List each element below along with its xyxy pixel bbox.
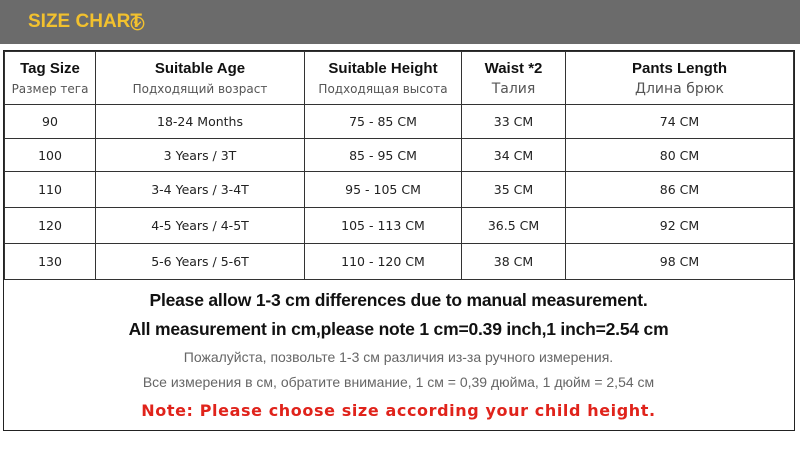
cell-suitable-age: 18-24 Months [96, 105, 305, 139]
cell-pants-length: 80 CM [566, 139, 794, 172]
note-tolerance-ru: Пожалуйста, позвольте 1-3 см различия из-за ручного измерения. [183, 349, 614, 365]
cell-pants-length: 98 CM [566, 244, 794, 280]
cell-tag-size: 130 [5, 244, 96, 280]
column-header-sublabel: Длина брюк [635, 81, 724, 97]
note-conversion-ru: Все измерения в см, обратите внимание, 1 см = 0,39 дюйма, 1 дюйм = 2,54 см [142, 374, 655, 390]
cell-tag-size: 100 [5, 139, 96, 172]
table-row [5, 172, 794, 208]
cell-waist: 35 CM [462, 172, 566, 208]
chevron-down-circle-icon [130, 16, 145, 31]
table-row [5, 105, 794, 139]
cell-suitable-height: 75 - 85 CM [305, 105, 462, 139]
cell-waist: 38 CM [462, 244, 566, 280]
column-header-suitable-height [305, 52, 462, 105]
cell-tag-size: 120 [5, 208, 96, 244]
cell-suitable-height: 85 - 95 CM [305, 139, 462, 172]
cell-suitable-height: 110 - 120 CM [305, 244, 462, 280]
cell-pants-length: 74 CM [566, 105, 794, 139]
size-chart-box [3, 50, 795, 431]
column-header-sublabel: Подходящая высота [318, 82, 448, 96]
note-choose-size: Note: Please choose size according your child height. [141, 401, 656, 420]
cell-waist: 34 CM [462, 139, 566, 172]
cell-suitable-age: 5-6 Years / 5-6T [96, 244, 305, 280]
cell-suitable-age: 4-5 Years / 4-5T [96, 208, 305, 244]
cell-tag-size: 90 [5, 105, 96, 139]
column-header-label: Waist *2 [484, 60, 543, 77]
column-header-label: Suitable Age [154, 60, 246, 77]
table-row [5, 244, 794, 280]
cell-suitable-age: 3-4 Years / 3-4T [96, 172, 305, 208]
column-header-label: Tag Size [20, 60, 80, 77]
note-tolerance-en: Please allow 1-3 cm differences due to manual measurement. [149, 290, 648, 310]
cell-pants-length: 92 CM [566, 208, 794, 244]
column-header-label: Pants Length [631, 60, 727, 77]
column-header-sublabel: Размер тега [11, 82, 89, 96]
table-row [5, 139, 794, 172]
column-header-label: Suitable Height [328, 60, 438, 77]
cell-suitable-height: 105 - 113 CM [305, 208, 462, 244]
column-header-waist [462, 52, 566, 105]
cell-waist: 33 CM [462, 105, 566, 139]
column-header-tag-size [5, 52, 96, 105]
table-header-row [5, 52, 794, 105]
cell-pants-length: 86 CM [566, 172, 794, 208]
cell-suitable-age: 3 Years / 3T [96, 139, 305, 172]
header-title: SIZE CHART [28, 11, 142, 32]
cell-waist: 36.5 CM [462, 208, 566, 244]
column-header-pants-length [566, 52, 794, 105]
column-header-sublabel: Подходящий возраст [132, 82, 268, 96]
column-header-sublabel: Талия [491, 81, 536, 97]
header-bar [0, 0, 800, 44]
note-conversion-en: All measurement in cm,please note 1 cm=0.39 inch,1 inch=2.54 cm [128, 319, 669, 339]
cell-tag-size: 110 [5, 172, 96, 208]
table-row [5, 208, 794, 244]
size-table [4, 51, 794, 280]
cell-suitable-height: 95 - 105 CM [305, 172, 462, 208]
column-header-suitable-age [96, 52, 305, 105]
notes-section [4, 280, 793, 430]
